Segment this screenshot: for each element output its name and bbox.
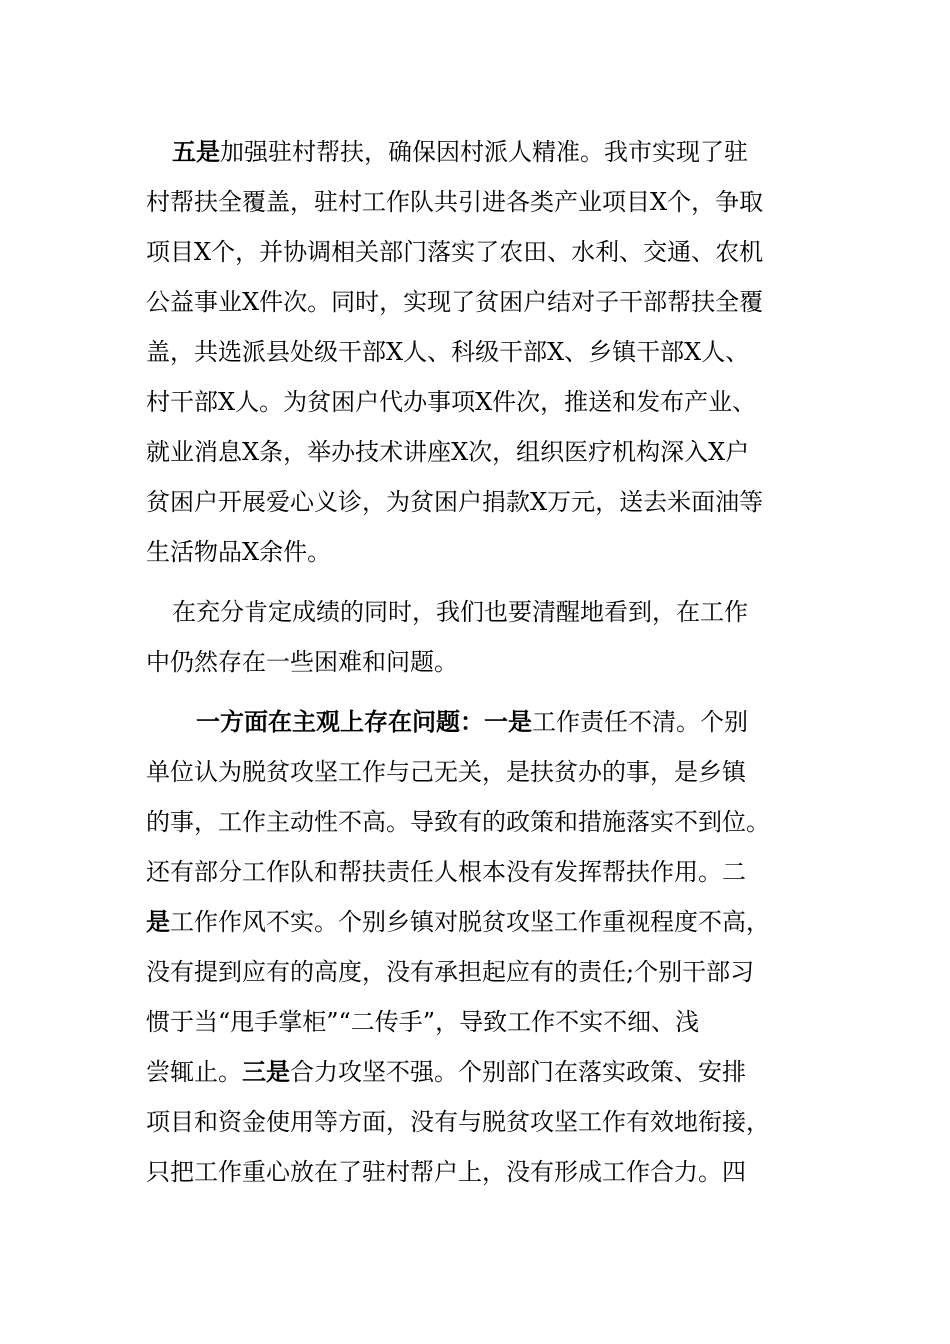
- paragraph-3: [146, 697, 806, 1197]
- paragraph-line: 只把工作重心放在了驻村帮户上，没有形成工作合力。四: [146, 1158, 746, 1186]
- paragraph-line: [146, 127, 806, 177]
- bold-lead: 一方面在主观上存在问题：: [196, 708, 484, 736]
- paragraph-2: [146, 587, 806, 687]
- paragraph-line: 公益事业X件次。同时，实现了贫困户结对子干部帮扶全覆: [146, 288, 764, 316]
- bold-lead: 是: [146, 908, 170, 936]
- paragraph-line: [146, 697, 806, 747]
- paragraph-line: 盖，共选派县处级干部X人、科级干部X、乡镇干部X人、: [146, 338, 750, 366]
- line-text: 工作作风不实。个别乡镇对脱贫攻坚工作重视程度不高，: [170, 908, 770, 936]
- paragraph-line: 惯于当“甩手掌柜”“二传手”，导致工作不实不细、浅: [146, 1008, 700, 1036]
- paragraph-line: 还有部分工作队和帮扶责任人根本没有发挥帮扶作用。二: [146, 858, 746, 886]
- paragraph-line: 没有提到应有的高度，没有承担起应有的责任;个别干部习: [146, 958, 755, 986]
- paragraph-line: 单位认为脱贫攻坚工作与己无关，是扶贫办的事，是乡镇: [146, 758, 746, 786]
- paragraph-line: 村干部X人。为贫困户代办事项X件次，推送和发布产业、: [146, 388, 757, 416]
- paragraph-line: 贫困户开展爱心义诊，为贫困户捐款X万元，送去米面油等: [146, 488, 764, 516]
- line-text: 尝辄止。: [146, 1058, 242, 1086]
- paragraph-line: 的事，工作主动性不高。导致有的政策和措施落实不到位。: [146, 808, 770, 836]
- paragraph-line: 就业消息X条，举办技术讲座X次，组织医疗机构深入X户: [146, 438, 750, 466]
- paragraph-line: 生活物品X余件。: [146, 538, 332, 566]
- line-text: 合力攻坚不强。个别部门在落实政策、安排: [290, 1058, 746, 1086]
- line-text: 加强驻村帮扶，确保因村派人精准。我市实现了驻: [220, 138, 748, 166]
- paragraph-line: 在充分肯定成绩的同时，我们也要清醒地看到，在工作: [172, 598, 748, 626]
- paragraph-line: 中仍然存在一些困难和问题。: [146, 648, 458, 676]
- bold-lead: 一是: [484, 708, 532, 736]
- paragraph-line: 村帮扶全覆盖，驻村工作队共引进各类产业项目X个，争取: [146, 188, 764, 216]
- paragraph-line: [146, 897, 806, 947]
- bold-lead: 五是: [172, 138, 220, 166]
- paragraph-line: 项目X个，并协调相关部门落实了农田、水利、交通、农机: [146, 238, 764, 266]
- line-text: 工作责任不清。个别: [532, 708, 748, 736]
- paragraph-line: 项目和资金使用等方面，没有与脱贫攻坚工作有效地衔接，: [146, 1108, 770, 1136]
- paragraph-1: [146, 127, 806, 577]
- paragraph-line: [146, 1047, 806, 1097]
- bold-lead: 三是: [242, 1058, 290, 1086]
